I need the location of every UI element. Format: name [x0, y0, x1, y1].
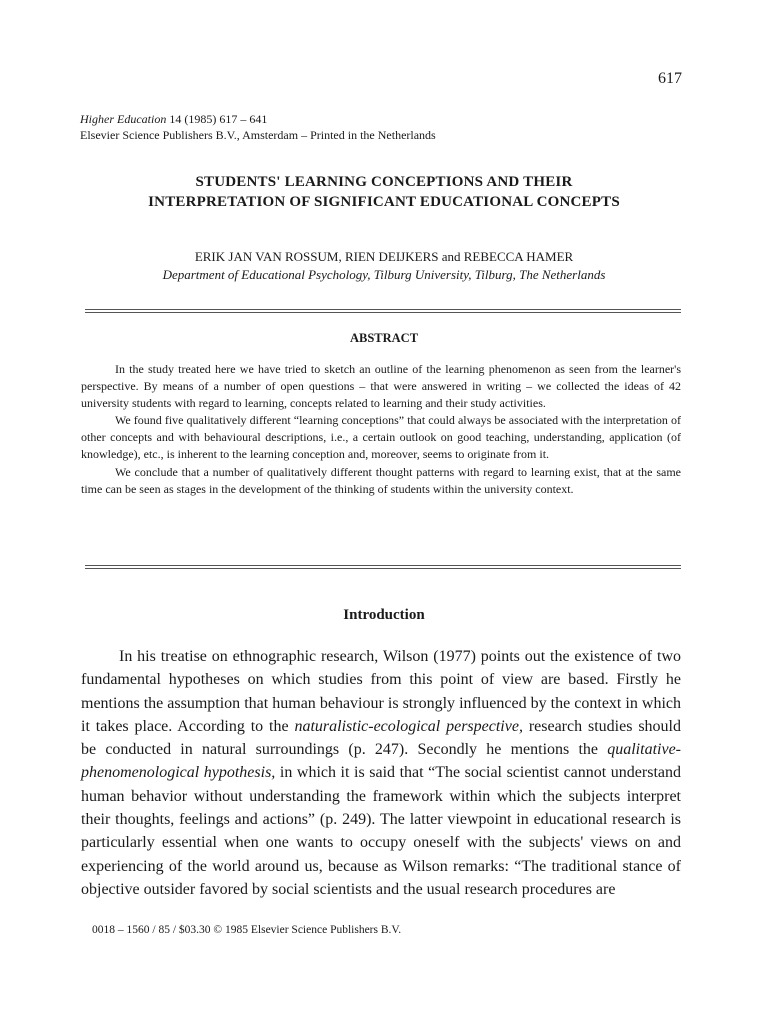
abstract-body	[81, 361, 681, 498]
section-heading: Introduction	[343, 607, 425, 623]
journal-citation: 14 (1985) 617 – 641	[169, 112, 268, 126]
abstract-heading: ABSTRACT	[349, 331, 419, 345]
affiliation: Department of Educational Psychology, Tilburg University, Tilburg, The Netherlands	[162, 267, 606, 282]
body-italic-term: naturalistic-ecological perspective,	[294, 717, 523, 735]
divider-top-inner	[85, 312, 681, 313]
divider-top	[85, 309, 681, 310]
abstract-paragraph: We found five qualitatively different “learning conceptions” that could always be associated with the interpretation of other concepts and with behavioural descriptions, i.e., a certain outlook on good teaching, understanding, application (of knowledge), etc., is inherent to the learning conception and, moreover, seems to originate from it.	[81, 413, 681, 462]
divider-bottom-inner	[85, 568, 681, 569]
body-text: research studies should be conducted in natural surroundings (p. 247). Secondly he mentions the	[81, 717, 681, 759]
introduction-body	[81, 645, 681, 901]
journal-header	[80, 111, 436, 143]
journal-citation-line	[80, 111, 436, 127]
title-line-2: INTERPRETATION OF SIGNIFICANT EDUCATIONAL CONCEPTS	[148, 194, 620, 210]
copyright-footer: 0018 – 1560 / 85 / $03.30 © 1985 Elsevier Science Publishers B.V.	[92, 924, 402, 936]
authors: ERIK JAN VAN ROSSUM, RIEN DEIJKERS and REBECCA HAMER	[194, 249, 574, 264]
page-number: 617	[658, 70, 682, 87]
article-title	[0, 172, 768, 212]
abstract-paragraph: We conclude that a number of qualitatively different thought patterns with regard to learning exist, that at the same time can be seen as stages in the development of the thinking of students within the university context.	[81, 464, 681, 496]
divider-bottom	[85, 565, 681, 566]
abstract-paragraph: In the study treated here we have tried to sketch an outline of the learning phenomenon as seen from the learner's perspective. By means of a number of open questions – that were answered in writing – we collected the ideas of 42 university students with regard to learning, concepts related to learning and their study activities.	[81, 362, 681, 411]
body-text: In his treatise on ethnographic research, Wilson (1977) points out the existence of two fundamental hypotheses on which studies from this point of view are based. Firstly he mentions the assumption that human behaviour is strongly influenced by the context in which it takes place. According to the	[81, 648, 681, 735]
title-line-1: STUDENTS' LEARNING CONCEPTIONS AND THEIR	[195, 174, 573, 190]
body-paragraph	[81, 645, 681, 901]
body-text: in which it is said that “The social scientist cannot understand human behavior without understanding the framework within which the subjects interpret their thoughts, feelings and actions” (p. 249). The latter viewpoint in educational research is particularly essential when one wants to occupy oneself with the subjects' views on and experiencing of the world around us, because as Wilson remarks: “The traditional stance of objective outsider favored by social scientists and the usual research procedures are	[81, 764, 681, 898]
journal-publisher: Elsevier Science Publishers B.V., Amsterdam – Printed in the Netherlands	[80, 128, 436, 142]
journal-name: Higher Education	[80, 112, 167, 126]
body-italic-term: qualitative-phenomenological hypothesis,	[81, 741, 681, 782]
